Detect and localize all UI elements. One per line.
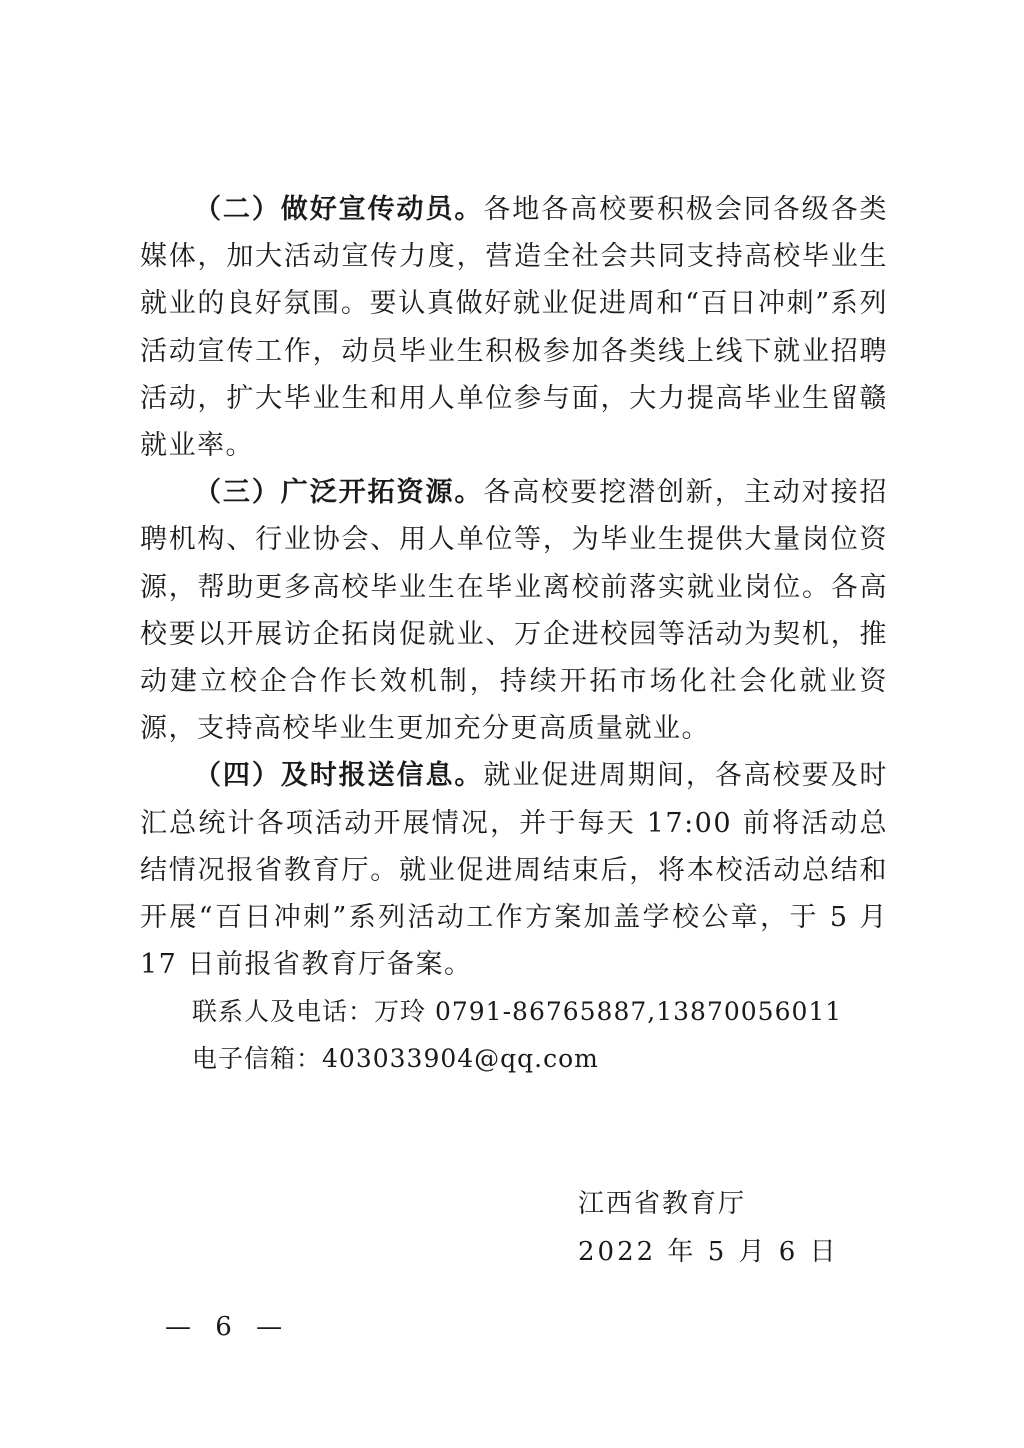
- section-promotion: [140, 186, 888, 469]
- contact-person: [140, 988, 888, 1035]
- contact-person-label: 联系人及电话：: [192, 997, 375, 1027]
- section-body: 就业促进周期间，各高校要及时汇总统计各项活动开展情况，并于每天 17:00 前将活动总结情况报省教育厅。就业促进周结束后，将本校活动总结和开展“百日冲刺”系列活动工作方案加盖学校公章，于 5 月 17 日前报省教育厅备案。: [140, 760, 889, 981]
- contact-email-value: 403033904@qq.com: [322, 1044, 599, 1074]
- contact-email: [140, 1035, 888, 1082]
- section-heading: （三）广泛开拓资源。: [194, 477, 484, 509]
- signature-org: 江西省教育厅: [578, 1189, 747, 1219]
- contact-person-value: 万玲 0791-86765887,13870056011: [374, 997, 843, 1027]
- section-body: 各地各高校要积极会同各级各类媒体，加大活动宣传力度，营造全社会共同支持高校毕业生就业的良好氛围。要认真做好就业促进周和“百日冲刺”系列活动宣传工作，动员毕业生积极参加各类线上线下就业招聘活动，扩大毕业生和用人单位参与面，大力提高毕业生留赣就业率。: [140, 194, 889, 462]
- section-heading: （二）做好宣传动员。: [194, 194, 484, 225]
- section-reporting: [140, 752, 888, 988]
- section-resources: [140, 469, 888, 752]
- signature-block: [578, 1180, 839, 1276]
- signature-date: 2022 年 5 月 6 日: [578, 1237, 839, 1267]
- section-heading: （四）及时报送信息。: [194, 760, 484, 792]
- section-body: 各高校要挖潜创新，主动对接招聘机构、行业协会、用人单位等，为毕业生提供大量岗位资源，帮助更多高校毕业生在毕业离校前落实就业岗位。各高校要以开展访企拓岗促就业、万企进校园等活动为契机，推动建立校企合作长效机制，持续开拓市场化社会化就业资源，支持高校毕业生更加充分更高质量就业。: [140, 477, 889, 745]
- document-body: [140, 186, 888, 1082]
- contact-email-label: 电子信箱：: [192, 1044, 323, 1074]
- page-number: — 6 —: [165, 1312, 291, 1342]
